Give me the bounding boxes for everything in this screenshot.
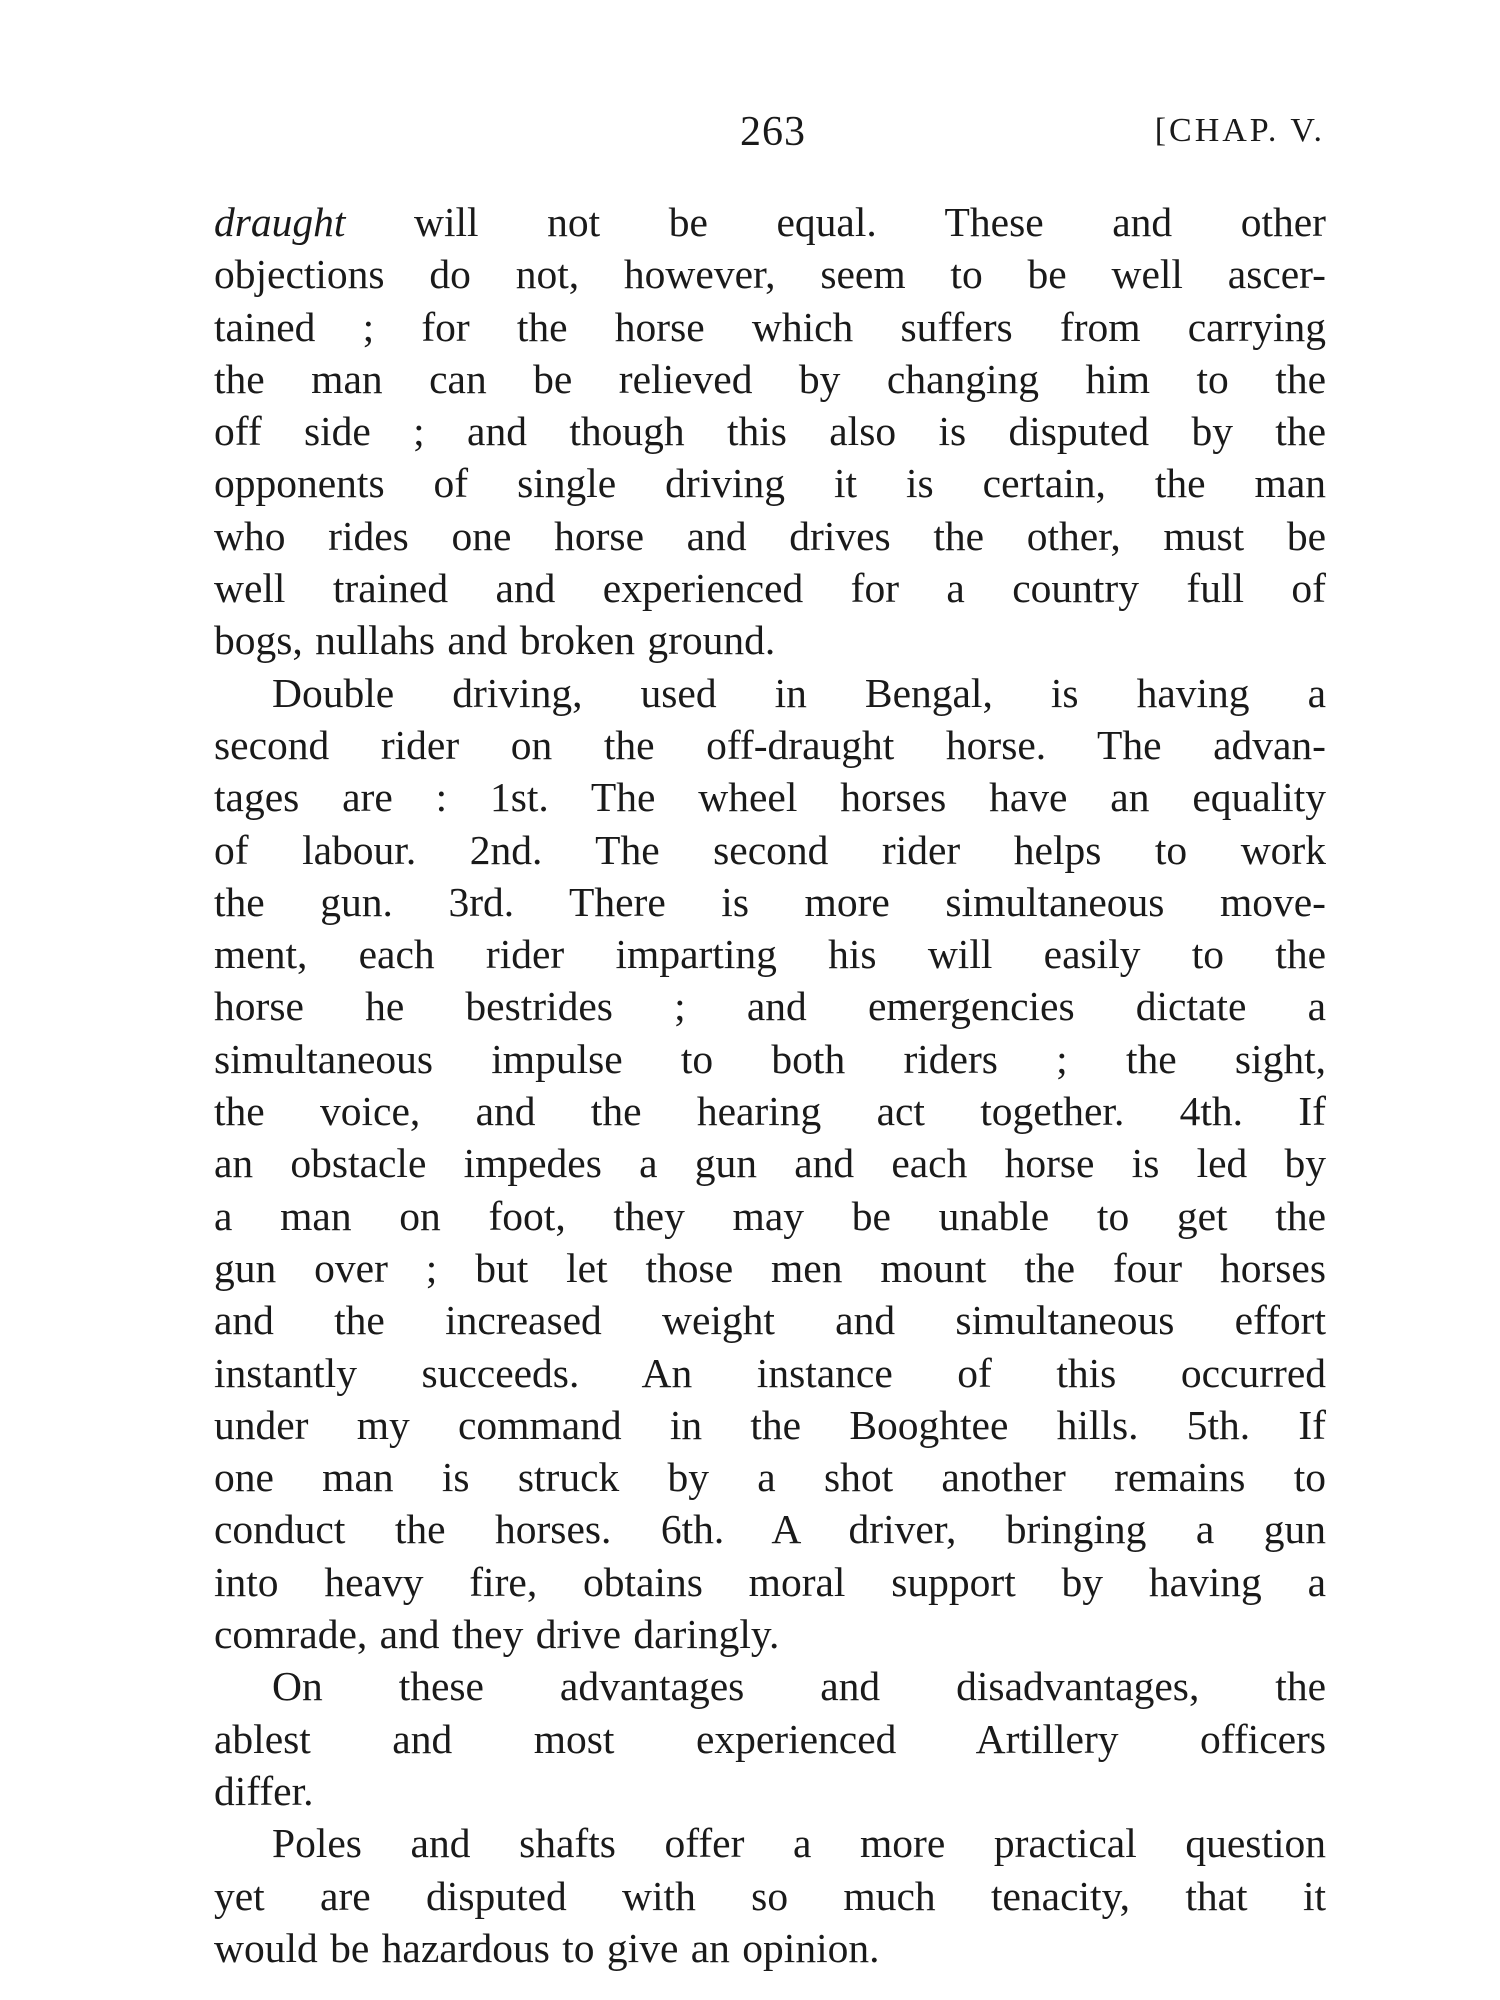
text-line: into heavy fire, obtains moral support by having a — [214, 1558, 1326, 1605]
text-line: differ. — [214, 1767, 314, 1814]
paragraph-start-line: On these advantages and disadvantages, the — [272, 1663, 1326, 1710]
text-line: under my command in the Booghtee hills. 5th. If — [214, 1401, 1326, 1448]
text-line: would be hazardous to give an opinion. — [214, 1924, 880, 1971]
text-line: the gun. 3rd. There is more simultaneous move- — [214, 878, 1326, 925]
text-line: off side ; and though this also is disputed by the — [214, 408, 1326, 455]
text-line: draught will not be equal. These and other — [214, 199, 1326, 245]
text-line: second rider on the off-draught horse. The advan- — [214, 721, 1326, 768]
text-line: the voice, and the hearing act together. 4th. If — [214, 1088, 1326, 1135]
text-line: an obstacle impedes a gun and each horse is led by — [214, 1140, 1326, 1187]
text-line: horse he bestrides ; and emergencies dictate a — [214, 983, 1326, 1030]
text-line: comrade, and they drive daringly. — [214, 1611, 780, 1658]
text-line: ment, each rider imparting his will easily to the — [214, 931, 1326, 978]
body-text — [214, 196, 1326, 1974]
paragraph-start-line: Poles and shafts offer a more practical question — [272, 1820, 1326, 1867]
text-line: of labour. 2nd. The second rider helps to work — [214, 826, 1326, 873]
text-line: simultaneous impulse to both riders ; the sight, — [214, 1035, 1326, 1082]
page-header — [210, 108, 1325, 168]
text-line: instantly succeeds. An instance of this occurred — [214, 1349, 1326, 1396]
text-line: who rides one horse and drives the other, must be — [214, 512, 1326, 559]
text-line: conduct the horses. 6th. A driver, bringing a gun — [214, 1506, 1326, 1553]
italic-word: draught — [214, 199, 346, 245]
text-line: yet are disputed with so much tenacity, that it — [214, 1872, 1326, 1919]
text-line: objections do not, however, seem to be well ascer- — [214, 251, 1326, 298]
text-line: tained ; for the horse which suffers from carrying — [214, 303, 1326, 350]
running-head: [CHAP. V. — [1154, 112, 1325, 149]
text-line: ablest and most experienced Artillery officers — [214, 1715, 1326, 1762]
text-line: well trained and experienced for a country full of — [214, 565, 1326, 612]
text-line: opponents of single driving it is certain, the man — [214, 460, 1326, 507]
page-number: 263 — [740, 109, 806, 155]
paragraph-start-line: Double driving, used in Bengal, is having a — [272, 669, 1326, 716]
text-line: bogs, nullahs and broken ground. — [214, 617, 776, 664]
text-line: tages are : 1st. The wheel horses have an equality — [214, 774, 1326, 821]
text-line: the man can be relieved by changing him to the — [214, 355, 1326, 402]
text-line: and the increased weight and simultaneous effort — [214, 1297, 1326, 1344]
text-line: one man is struck by a shot another remains to — [214, 1454, 1326, 1501]
text-line: a man on foot, they may be unable to get the — [214, 1192, 1326, 1239]
text-line: gun over ; but let those men mount the four horses — [214, 1244, 1326, 1291]
